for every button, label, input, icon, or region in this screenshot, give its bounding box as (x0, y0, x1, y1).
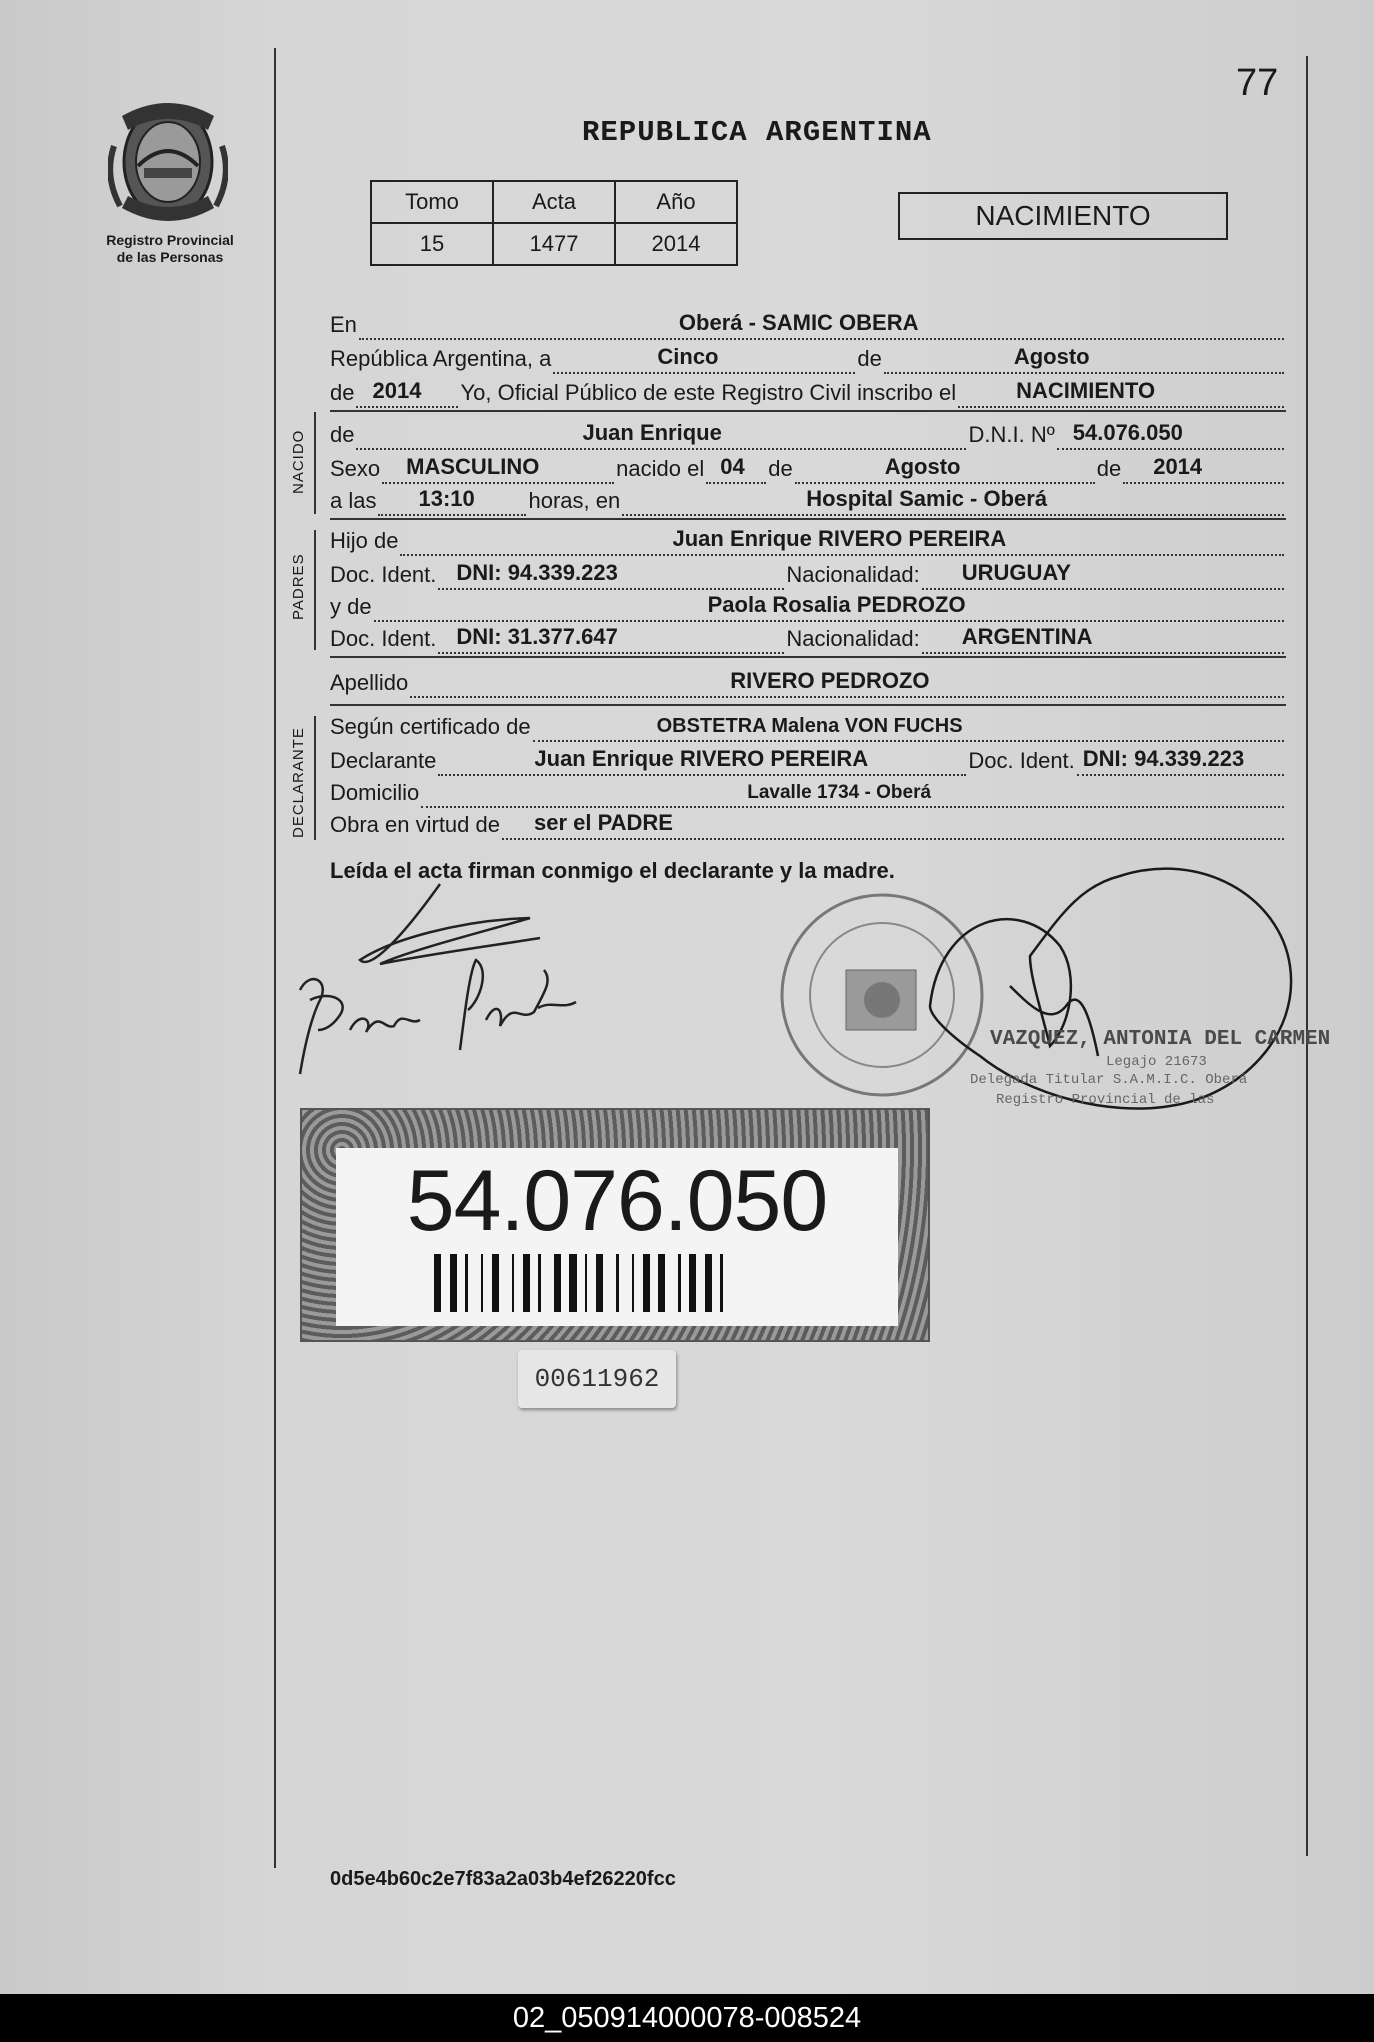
dni-big-number: 54.076.050 (406, 1153, 828, 1249)
barcode-bar (517, 1254, 519, 1312)
barcode-bar (606, 1254, 613, 1312)
barcode-bar (465, 1254, 467, 1312)
barcode-bar (720, 1254, 722, 1312)
nombre-value: Juan Enrique (582, 420, 722, 445)
mes-value: Agosto (1013, 344, 1090, 369)
barcode-bar (705, 1254, 712, 1312)
barcode-bar (554, 1254, 561, 1312)
barcode-bar (678, 1254, 680, 1312)
serial-sticker: 00611962 (518, 1350, 676, 1408)
padres-section-line (314, 530, 316, 650)
en-value: Oberá - SAMIC OBERA (678, 310, 919, 335)
madre-nacionalidad-value: ARGENTINA (961, 624, 1093, 649)
nacido-nombre-row: de Juan Enrique D.N.I. Nº 54.076.050 (330, 420, 1286, 450)
barcode-bar (502, 1254, 509, 1312)
nacido-section-label: NACIDO (290, 429, 307, 494)
barcode-bar (590, 1254, 592, 1312)
madre-signature (290, 880, 590, 1080)
dni-value: 54.076.050 (1072, 420, 1183, 445)
lugar-value: Hospital Samic - Oberá (806, 486, 1048, 511)
barcode-bar (533, 1254, 535, 1312)
barcode-bar (689, 1254, 696, 1312)
obra-value: ser el PADRE (533, 810, 673, 835)
barcode-bar (637, 1254, 639, 1312)
nacido-sexo-row: Sexo MASCULINO nacido el 04 de Agosto de 2014 (330, 454, 1286, 484)
nacido-hora-row: a las 13:10 horas, en Hospital Samic - Oberá (330, 486, 1286, 516)
barcode-bar (616, 1254, 618, 1312)
madre-value: Paola Rosalia PEDROZO (707, 592, 966, 617)
barcode-bar (512, 1254, 514, 1312)
barcode-bar (684, 1254, 686, 1312)
domicilio-value: Lavalle 1734 - Oberá (747, 782, 932, 803)
document-title: REPUBLICA ARGENTINA (582, 116, 932, 149)
barcode-bar (523, 1254, 530, 1312)
tomo-value: 15 (371, 223, 493, 265)
declarante-doc-value: DNI: 94.339.223 (1082, 746, 1245, 771)
padre-doc-value: DNI: 94.339.223 (456, 560, 618, 585)
stamp-legajo: Legajo 21673 (1106, 1054, 1207, 1070)
barcode-bar (622, 1254, 629, 1312)
anio-value: 2014 (372, 378, 422, 403)
declarante-value: Juan Enrique RIVERO PEREIRA (534, 746, 869, 771)
barcode-bar (632, 1254, 634, 1312)
document-hash: 0d5e4b60c2e7f83a2a03b4ef26220fcc (330, 1868, 676, 1890)
misiones-emblem-icon (108, 96, 228, 228)
right-margin-line (1306, 56, 1308, 1856)
barcode-bar (444, 1254, 446, 1312)
divider (330, 656, 1286, 658)
certificado-value: OBSTETRA Malena VON FUCHS (656, 715, 963, 737)
barcode-bar (585, 1254, 587, 1312)
madre-doc-row: Doc. Ident. DNI: 31.377.647 Nacionalidad: ARGENTINA (330, 624, 1286, 654)
page-number: 77 (1236, 62, 1279, 104)
dni-number-label (300, 1108, 930, 1342)
apellido-row: Apellido RIVERO PEDROZO (330, 668, 1286, 698)
madre-doc-value: DNI: 31.377.647 (456, 624, 618, 649)
anio-value: 2014 (615, 223, 737, 265)
closing-statement: Leída el acta firman conmigo el declarante y la madre. (330, 858, 895, 883)
logo-caption: Registro Provincial de las Personas (106, 232, 234, 265)
stamp-cargo: Delegada Titular S.A.M.I.C. Oberá (970, 1072, 1248, 1088)
padre-row: Hijo de Juan Enrique RIVERO PEREIRA (330, 526, 1286, 556)
barcode-bar (481, 1254, 483, 1312)
padre-value: Juan Enrique RIVERO PEREIRA (672, 526, 1007, 551)
record-type-box: NACIMIENTO (898, 192, 1228, 240)
barcode-bar (653, 1254, 655, 1312)
anio-nacimiento-value: 2014 (1153, 454, 1203, 479)
declarante-section-label: DECLARANTE (290, 727, 307, 838)
barcode-bar (569, 1254, 576, 1312)
barcode-bar (486, 1254, 488, 1312)
republica-row: República Argentina, a Cinco de Agosto (330, 344, 1286, 374)
nacido-section-line (314, 412, 316, 514)
apellido-value: RIVERO PEDROZO (730, 668, 930, 693)
barcode-bar (726, 1254, 733, 1312)
dia-nacimiento-value: 04 (720, 454, 745, 479)
declarante-section-line (314, 716, 316, 840)
barcode-bar (434, 1254, 441, 1312)
barcode-bar (471, 1254, 478, 1312)
acta-header: Acta (493, 181, 615, 223)
anio-header: Año (615, 181, 737, 223)
padre-doc-row: Doc. Ident. DNI: 94.339.223 Nacionalidad: URUGUAY (330, 560, 1286, 590)
barcode-bar (699, 1254, 701, 1312)
obra-row: Obra en virtud de ser el PADRE (330, 810, 1286, 840)
inscribo-value: NACIMIENTO (1016, 378, 1156, 403)
stamp-registro: Registro Provincial de las (996, 1092, 1215, 1108)
madre-row: y de Paola Rosalia PEDROZO (330, 592, 1286, 622)
divider (330, 704, 1286, 706)
padres-section-label: PADRES (290, 553, 307, 620)
sexo-value: MASCULINO (406, 454, 540, 479)
barcode-bar (643, 1254, 650, 1312)
barcode-bar (564, 1254, 566, 1312)
tomo-acta-anio-table (370, 180, 738, 266)
mes-nacimiento-value: Agosto (884, 454, 961, 479)
barcode-bar (596, 1254, 603, 1312)
divider (330, 410, 1286, 412)
barcode-bar (658, 1254, 665, 1312)
declarante-row: Declarante Juan Enrique RIVERO PEREIRA Doc. Ident. DNI: 94.339.223 (330, 746, 1286, 776)
tomo-header: Tomo (371, 181, 493, 223)
dia-value: Cinco (657, 344, 719, 369)
barcode-bar (538, 1254, 540, 1312)
barcode-bar (450, 1254, 457, 1312)
acta-value: 1477 (493, 223, 615, 265)
anio-row: de 2014 Yo, Oficial Público de este Registro Civil inscribo el NACIMIENTO (330, 378, 1286, 408)
stamp-name: VAZQUEZ, ANTONIA DEL CARMEN (990, 1028, 1331, 1051)
barcode-icon (434, 1254, 804, 1312)
left-margin-line (274, 48, 276, 1868)
barcode-bar (715, 1254, 717, 1312)
domicilio-row: Domicilio Lavalle 1734 - Oberá (330, 778, 1286, 808)
barcode-bar (580, 1254, 582, 1312)
hora-value: 13:10 (418, 486, 475, 511)
certificado-row: Según certificado de OBSTETRA Malena VON FUCHS (330, 712, 1286, 742)
oficial-signature (920, 856, 1304, 1166)
file-identifier-footer: 02_050914000078-008524 (0, 1994, 1374, 2042)
barcode-bar (668, 1254, 675, 1312)
barcode-bar (460, 1254, 462, 1312)
divider (330, 518, 1286, 520)
barcode-bar (492, 1254, 499, 1312)
padre-nacionalidad-value: URUGUAY (961, 560, 1071, 585)
barcode-bar (544, 1254, 551, 1312)
dni-number-label-inner (336, 1148, 898, 1326)
en-row: En Oberá - SAMIC OBERA (330, 310, 1286, 340)
